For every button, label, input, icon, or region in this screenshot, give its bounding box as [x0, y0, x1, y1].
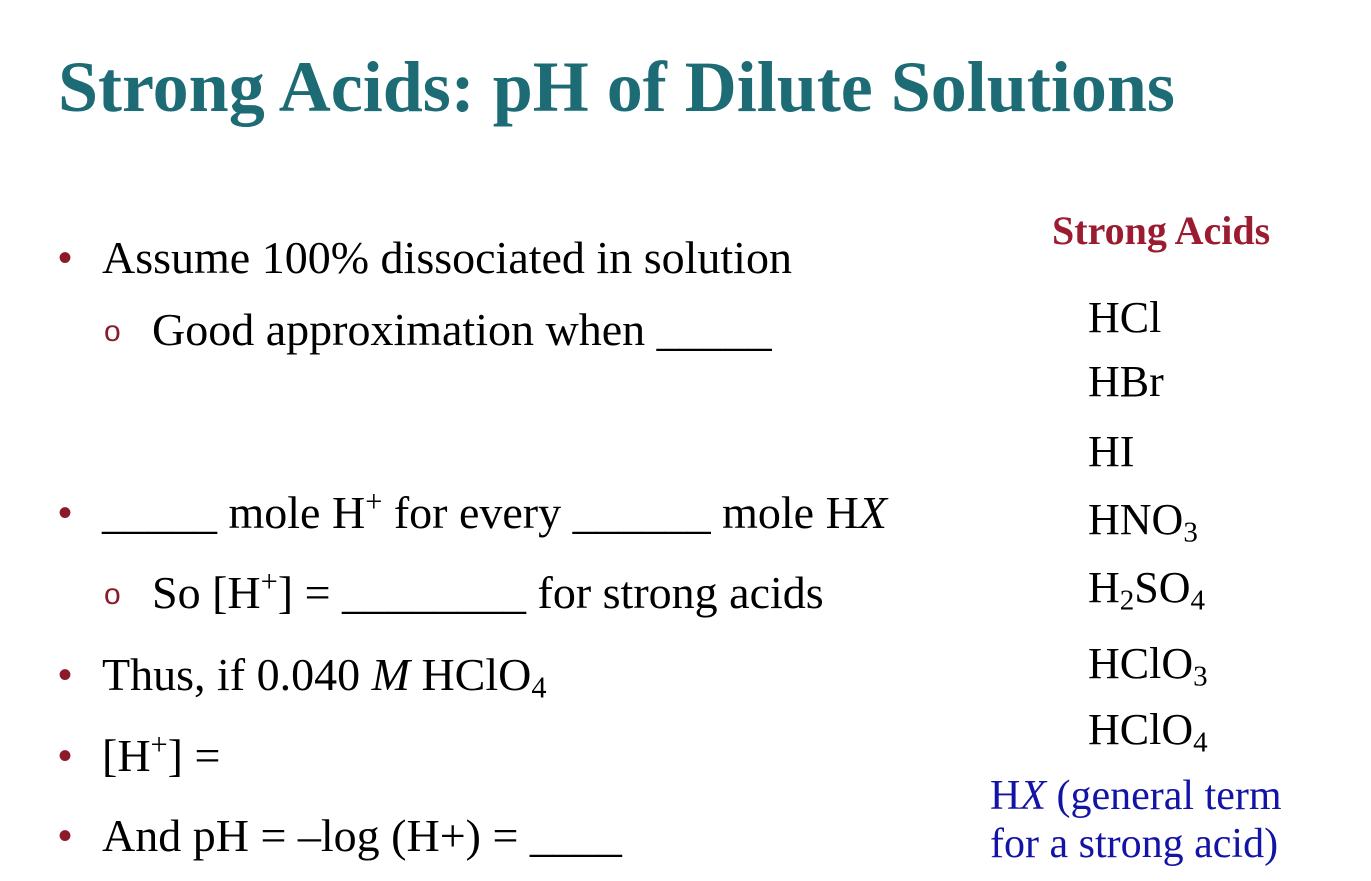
acid-hno3 [1088, 494, 1198, 549]
acid-hbr [1088, 356, 1164, 408]
acid-hcl [1088, 292, 1161, 344]
bullet-marker: • [58, 814, 73, 858]
text-run: ] = [167, 730, 221, 781]
bullet-ph-log [58, 808, 622, 864]
note-text: H [990, 773, 1021, 819]
italic-x: X [858, 487, 887, 538]
sub-bullet-marker: o [104, 578, 121, 611]
text-run: HClO [409, 649, 532, 700]
bullet-text: And pH = –log (H+) = ____ [102, 810, 622, 861]
formula-part: HClO [1088, 705, 1194, 754]
bullet-h-equals [58, 727, 221, 784]
formula-subscript: 2 [1119, 584, 1135, 617]
formula-part: HClO [1088, 639, 1194, 688]
bullet-thus-hclo4 [58, 647, 547, 705]
formula-subscript: 3 [1183, 516, 1198, 549]
hx-general-term-note [990, 772, 1282, 868]
sub-bullet-text: Good approximation when _____ [152, 304, 772, 355]
note-line-2: for a strong acid) [990, 821, 1279, 867]
acid-hclo3 [1088, 638, 1208, 693]
bullet-marker: • [58, 734, 73, 778]
formula-subscript: 4 [1190, 584, 1206, 617]
formula: HBr [1088, 357, 1164, 406]
charge-superscript: + [260, 564, 278, 599]
strong-acids-heading: Strong Acids [1052, 208, 1271, 253]
charge-superscript: + [150, 727, 168, 762]
formula-part: HNO [1088, 495, 1184, 544]
formula: HCl [1088, 293, 1162, 342]
formula-part: SO [1134, 563, 1191, 612]
text-run: So [H [152, 567, 261, 618]
charge-superscript: + [365, 484, 383, 519]
bullet-assume-dissociated [58, 230, 792, 286]
note-italic-x: X [1020, 773, 1046, 819]
bullet-marker: • [58, 491, 73, 535]
slide-title: Strong Acids: pH of Dilute Solutions [58, 47, 1175, 127]
text-run: for every ______ mole H [382, 487, 859, 538]
text-run: ] = ________ for strong acids [277, 567, 824, 618]
formula-subscript: 4 [531, 670, 547, 705]
acid-hi [1088, 426, 1134, 478]
acid-h2so4 [1088, 562, 1206, 617]
bullet-text: Assume 100% dissociated in solution [102, 232, 792, 283]
bullet-marker: • [58, 653, 73, 697]
note-text: (general term [1046, 773, 1282, 819]
text-run: mole H [217, 487, 366, 538]
text-run: [H [102, 730, 151, 781]
bullet-marker: • [58, 236, 73, 280]
formula-part: H [1088, 563, 1120, 612]
italic-molar: M [371, 649, 410, 700]
text-run: Thus, if 0.040 [102, 649, 372, 700]
bullet-mole-ratio [58, 484, 887, 541]
blank: _____ [102, 487, 217, 538]
formula: HI [1088, 427, 1135, 476]
acid-hclo4 [1088, 704, 1208, 759]
note-line-1 [990, 772, 1282, 820]
sub-bullet-marker: o [104, 315, 121, 348]
formula-subscript: 3 [1193, 660, 1208, 693]
sub-bullet-good-approximation [104, 302, 772, 358]
formula-subscript: 4 [1193, 726, 1208, 759]
sub-bullet-h-concentration [104, 564, 824, 621]
